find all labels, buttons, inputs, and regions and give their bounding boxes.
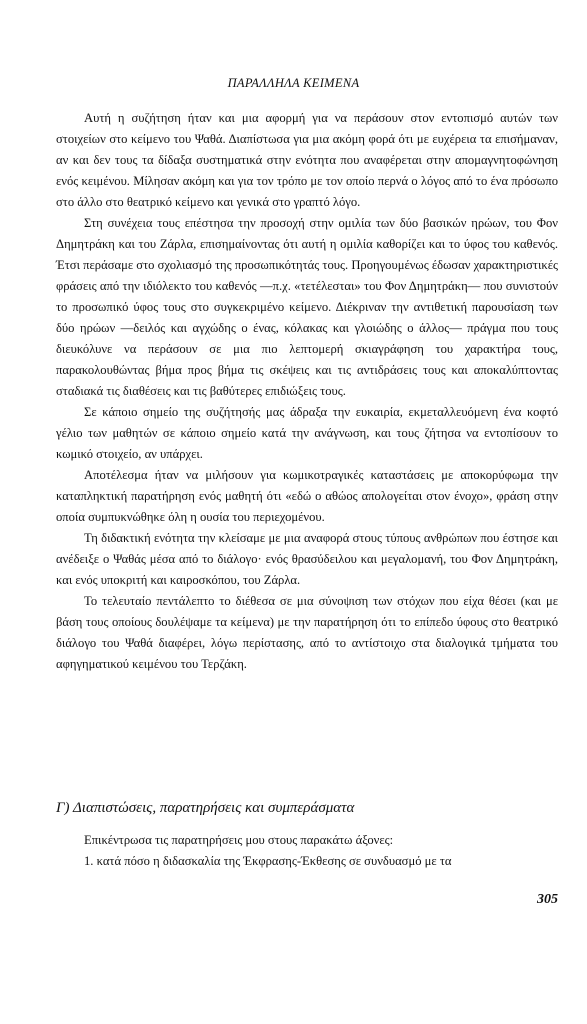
paragraph: Το τελευταίο πεντάλεπτο το διέθεσα σε μια σύνοψιση των στόχων που είχα θέσει (και με βάση τους οποίους δουλέψαμε τα κείμενα) με την παρατήρηση ότι το επίπεδο ύφους στο θεατρικό διάλογο του Ψαθά διαφέρει, λόγω περίστασης, από το αντίστοιχο στα διαλογικά τμήματα του αφηγηματικού κειμένου του Τερζάκη.	[56, 594, 558, 671]
paragraph: Τη διδακτική ενότητα την κλείσαμε με μια αναφορά στους τύπους ανθρώπων που έστησε και ανέδειξε ο Ψαθάς μέσα από το διάλογο· ενός θρασύδειλου και μεγαλομανή, του Φον Δημητράκη, και ενός υποκριτή και καιροσκόπου, του Ζάρλα.	[56, 531, 558, 587]
paragraph: Στη συνέχεια τους επέστησα την προσοχή στην ομιλία των δύο βασικών ηρώων, του Φον Δημητράκη και του Ζάρλα, επισημαίνοντας ότι αυτή η ομιλία καθορίζει και το ύφος του καθενός. Έτσι περάσαμε στο σχολιασμό της προσωπικότητάς τους. Προηγουμένως έδωσαν χαρακτηριστικές φράσεις από την ιδιόλεκτο του καθενός —π.χ. «τετέλεσται» του Φον Δημητράκη— που συνιστούν το προσωπικό ύφος τους στο συγκεκριμένο κείμενο. Διέκριναν την αντιθετική παρουσίαση των δύο ηρώων —δειλός και αγχώδης ο ένας, κόλακας και γλοιώδης ο άλλος— πράγμα που τους διευκόλυνε να περάσουν σε μια πιο λεπτομερή σκιαγράφηση του χαρακτήρα τους, παρακολουθώντας βήμα προς βήμα τις σκέψεις και τις αντιδράσεις τους και αποκαλύπτοντας σταδιακά τις διαθέσεις και τις βαθύτερες επιδιώξεις τους.	[56, 216, 558, 398]
section-body	[56, 830, 558, 872]
body-text	[56, 108, 558, 675]
page-number: 305	[537, 892, 558, 907]
numbered-item: 1. κατά πόσο η διδασκαλία της Έκφρασης-Έκθεσης σε συνδυασμό με τα	[84, 854, 452, 868]
section-heading: Γ) Διαπιστώσεις, παρατηρήσεις και συμπεράσματα	[56, 800, 355, 816]
paragraph: Σε κάποιο σημείο της συζήτησής μας άδραξα την ευκαιρία, εκμεταλλευόμενη ένα κοφτό γέλιο των μαθητών σε κάποιο σημείο κατά την ανάγνωση, και τους ζήτησα να εντοπίσουν το κωμικό στοιχείο, αν υπάρχει.	[56, 405, 558, 461]
paragraph: Επικέντρωσα τις παρατηρήσεις μου στους παρακάτω άξονες:	[84, 833, 394, 847]
paragraph: Αποτέλεσμα ήταν να μιλήσουν για κωμικοτραγικές καταστάσεις με αποκορύφωμα την καταπληκτική παρατήρηση ενός μαθητή ότι «εδώ ο αθώος απολογείται στον ένοχο», φράση στην οποία συμπυκνώθηκε όλη η ουσία του περιεχομένου.	[56, 468, 558, 524]
running-head: ΠΑΡΑΛΛΗΛΑ ΚΕΙΜΕΝΑ	[227, 76, 360, 90]
paragraph: Αυτή η συζήτηση ήταν και μια αφορμή για να περάσουν στον εντοπισμό αυτών των στοιχείων στο κείμενο του Ψαθά. Διαπίστωσα για μια ακόμη φορά ότι με ευχέρεια τα επισήμαναν, αν και δεν τους τα δίδαξα συστηματικά στην ενότητα που αναφέρεται στην απομαγνητοφώνηση ενός κειμένου. Μίλησαν ακόμη και για τον τρόπο με τον οποίο περνά ο λόγος από το ένα πρόσωπο στο άλλο στο θεατρικό κείμενο και γενικά στο γραπτό λόγο.	[56, 111, 558, 209]
